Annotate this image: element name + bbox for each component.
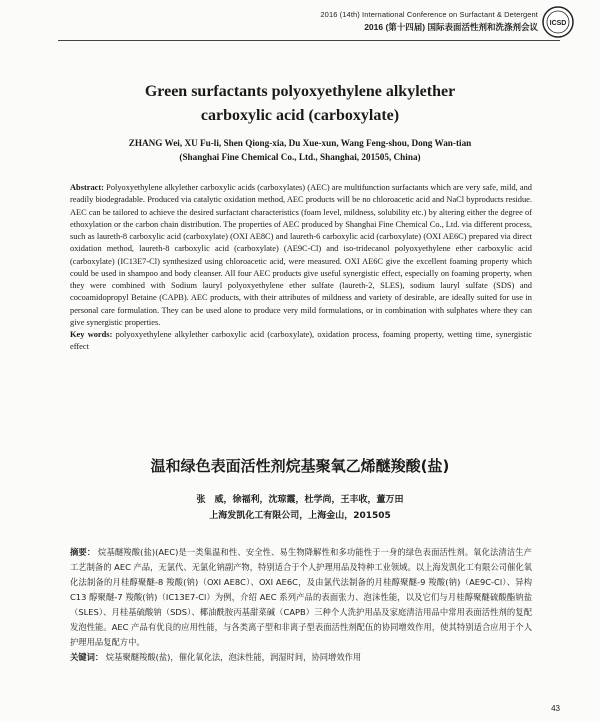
authors-block-cn bbox=[0, 492, 600, 524]
conference-header bbox=[320, 10, 538, 33]
paper-title-en-line2: carboxylic acid (carboxylate) bbox=[200, 107, 400, 124]
abstract-text: Polyoxyethylene alkylether carboxylic acids (carboxylates) (AEC) are multifunction surfactants which are very safe, mild, and readily biodegradable. Produced via catalytic oxidation method, AEC products will be no chloroacetic acid and NaCl byproducts residue. AEC can be tailored to achieve the desired surfactant characteristics (foam level, mildness, solubility etc.) by altering either the degree of ethoxylation or the carbon chain distribution. The properties of AEC produced by Shanghai Fine Chemical Co., Ltd. via different process, such as laureth-8 carboxylic acid (carboxylate) (OXI AE8C) and laureth-6 carboxylic acid (carboxylate) (OXI AE6C) prepared via direct oxidation method, laureth-8 carboxylic acid (carboxylate) (AE9C-Cl) and iso-tridecanol polyoxyethylene ether carboxylic acid (carboxylate) (IC13E7-Cl) synthesized using chloroacetic acid, were measured. OXI AE6C give the excellent foaming property which could be used in shampoo and body cleanser. All four AEC products give useful synergistic effect, especially on foaming property, when they were combined with Sodium lauryl polyoxyethylene ether sulfate (laureth-2, SLES), sodium lauryl sulfate (SDS) and cocoamidopropyl Betaine (CAPB). AEC products, with their attributes of mildness and variety of desirable, are ideally suited for use in personal care formulation. They can be used alone to produce very mild formulations, or in combination with sulphates where they can give synergistic properties. bbox=[70, 183, 532, 327]
keywords-text: polyoxyethylene alkylether carboxylic acid (carboxylate), oxidation process, foaming property, wetting time, synergistic effect bbox=[70, 330, 533, 352]
header-divider bbox=[58, 40, 560, 41]
paper-title-cn: 温和绿色表面活性剂烷基聚氧乙烯醚羧酸(盐) bbox=[150, 457, 450, 475]
affiliation-en: (Shanghai Fine Chemical Co., Ltd., Shanghai, 201505, China) bbox=[179, 152, 421, 162]
abstract-cn-label: 摘要： bbox=[70, 547, 96, 557]
abstract-cn bbox=[70, 545, 532, 650]
authors-block-en bbox=[0, 136, 600, 164]
keywords-label: Key words: bbox=[70, 330, 113, 339]
keywords-cn-text: 烷基聚醚羧酸(盐)，催化氧化法，泡沫性能，润湿时间，协同增效作用 bbox=[105, 652, 362, 662]
keywords-cn-label: 关键词： bbox=[70, 652, 104, 662]
page-number: 43 bbox=[551, 704, 560, 713]
conference-logo-icon bbox=[542, 6, 574, 38]
paper-title-en-line1: Green surfactants polyoxyethylene alkylether bbox=[144, 83, 456, 100]
authors-en: ZHANG Wei, XU Fu-li, Shen Qiong-xia, Du Xue-xun, Wang Feng-shou, Dong Wan-tian bbox=[128, 138, 472, 148]
logo-text: ICSD bbox=[549, 20, 567, 27]
abstract-en bbox=[70, 182, 532, 354]
authors-cn: 张 威，徐福利，沈琼霞，杜学尚，王丰收，董万田 bbox=[196, 495, 404, 505]
conference-title-en: 2016 (14th) International Conference on Surfactant & Detergent bbox=[320, 10, 538, 19]
keywords-cn bbox=[70, 650, 532, 665]
conference-title-cn: 2016 (第十四届) 国际表面活性剂和洗涤剂会议 bbox=[364, 22, 538, 32]
paper-title-en bbox=[0, 80, 600, 128]
abstract-label: Abstract: bbox=[70, 183, 104, 192]
affiliation-cn: 上海发凯化工有限公司，上海金山，201505 bbox=[209, 511, 391, 521]
keywords-en bbox=[70, 329, 532, 354]
abstract-cn-text: 烷基醚羧酸(盐)(AEC)是一类集温和性、安全性、易生物降解性和多功能性于一身的绿色表面活性剂。氧化法清洁生产工艺制备的 AEC 产品，无氯代、无氯化钠副产物，特别适合于个人护理用品及特种工业领域。以上海发凯化工有限公司催化氧化法制备的月桂醇聚醚-8 羧酸(钠)（OXI AE8C）、OXI AE6C，及由氯代法制备的月桂醇聚醚-9 羧酸(钠)（AE9C-Cl）、异构 C13 醇聚醚-7 羧酸(钠)（IC13E7-Cl）为例，介绍 AEC 系列产品的表面张力、泡沫性能，以及它们与月桂醇聚醚硫酸酯钠盐（SLES）、月桂基硫酸钠（SDS）、椰油酰胺丙基甜菜碱（CAPB）三种个人洗护用品及家庭清洁用品中常用表面活性剂的复配发泡性能。AEC 产品有优良的应用性能，与各类离子型和非离子型表面活性剂配伍的协同增效作用，使其特别适合应用于个人护理用品复配方中。 bbox=[70, 547, 532, 647]
